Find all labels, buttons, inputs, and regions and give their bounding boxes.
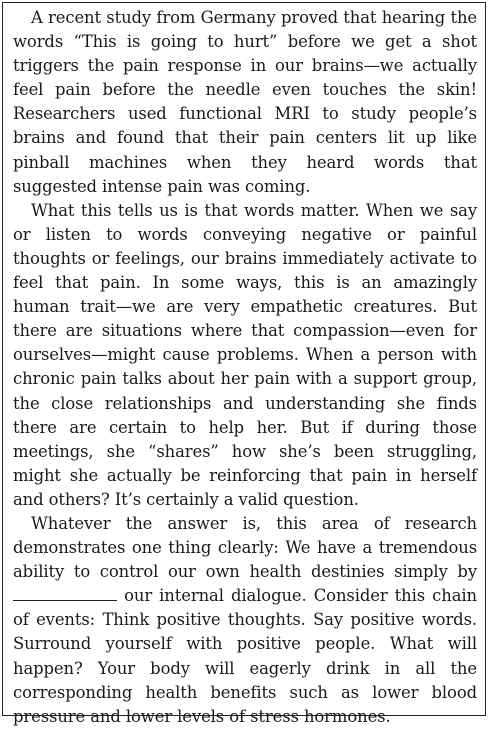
paragraph-3-after-blank: our internal dialogue. Consider this chain of events: Think positive thoughts. Say positive words. Surround yourself with positive people. What will happen? Your body will eagerly drink in all the corresponding health benefits such as lower blood pressure and lower levels of stress hormones. [13,586,477,726]
paragraph-3 [13,512,477,729]
paragraph-2: What this tells us is that words matter. When we say or listen to words conveying negative or painful thoughts or feelings, our brains immediately activate to feel that pain. In some ways, this is an amazingly human trait—we are very empathetic creatures. But there are situations where that compassion—even for ourselves—might cause problems. When a person with chronic pain talks about her pain with a support group, the close relationships and understanding she finds there are certain to help her. But if during those meetings, she “shares” how she’s been struggling, might she actually be reinforcing that pain in herself and others? It’s certainly a valid question. [13,200,477,509]
answer-blank [13,586,117,601]
paragraph-3-before-blank: Whatever the answer is, this area of research demonstrates one thing clearly: We have a tremendous ability to control our own health destinies simply by [13,513,477,582]
passage-box [2,2,486,726]
paragraph-1: A recent study from Germany proved that hearing the words “This is going to hurt” before we get a shot triggers the pain response in our brains—we actually feel pain before the needle even touches the skin! Researchers used functional MRI to study people’s brains and found that their pain centers lit up like pinball machines when they heard words that suggested intense pain was coming. [13,8,477,196]
